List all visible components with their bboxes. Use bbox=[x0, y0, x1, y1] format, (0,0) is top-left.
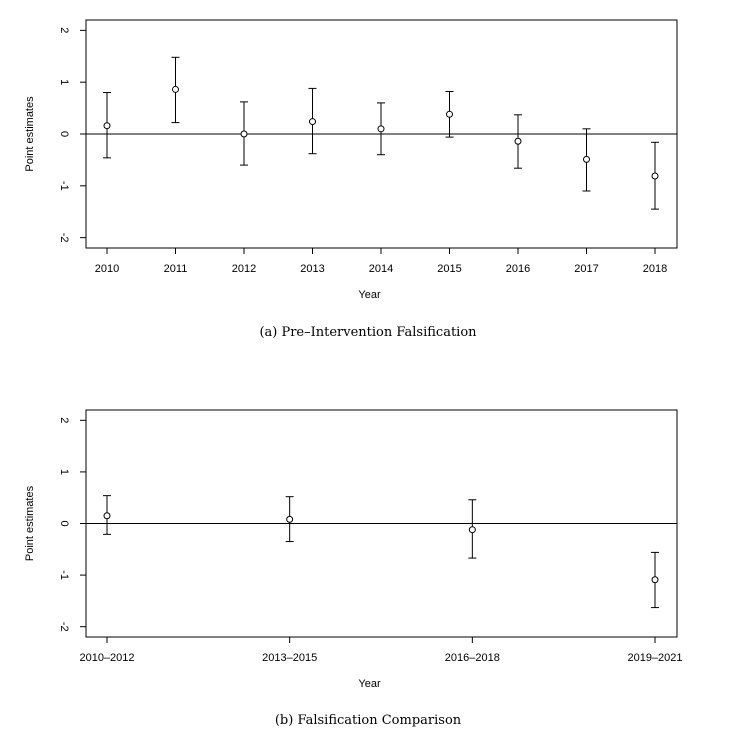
x-tick-label: 2014 bbox=[368, 263, 394, 275]
point-estimate bbox=[378, 126, 384, 132]
x-tick-label: 2013–2015 bbox=[262, 652, 318, 664]
y-axis-label: Point estimates bbox=[24, 485, 36, 562]
figure-caption: (a) Pre–Intervention Falsification bbox=[259, 325, 477, 340]
point-estimate bbox=[287, 516, 293, 522]
y-axis-label: Point estimates bbox=[24, 96, 36, 172]
y-tick-label: -1 bbox=[58, 180, 71, 191]
x-tick-label: 2010 bbox=[94, 263, 120, 275]
y-tick-label: 1 bbox=[58, 468, 71, 475]
x-tick-label: 2010–2012 bbox=[79, 652, 135, 664]
figure-caption: (b) Falsification Comparison bbox=[274, 713, 462, 728]
point-estimate bbox=[469, 527, 475, 533]
y-tick-label: 2 bbox=[58, 417, 71, 424]
x-tick-label: 2016–2018 bbox=[444, 652, 500, 664]
x-axis-label: Year bbox=[358, 678, 381, 690]
x-tick-label: 2017 bbox=[574, 263, 599, 275]
x-tick-label: 2018 bbox=[642, 263, 668, 275]
x-axis-label: Year bbox=[358, 289, 381, 301]
point-estimate bbox=[104, 123, 110, 129]
y-tick-label: -1 bbox=[58, 570, 71, 580]
chart-panel-a bbox=[24, 20, 677, 340]
y-tick-label: -2 bbox=[58, 621, 71, 632]
point-estimate bbox=[652, 577, 658, 583]
point-estimate bbox=[241, 131, 247, 137]
point-estimate bbox=[447, 111, 453, 117]
y-tick-label: 0 bbox=[58, 130, 71, 138]
x-tick-label: 2016 bbox=[505, 263, 531, 275]
point-estimate bbox=[584, 156, 590, 162]
chart-panel-b bbox=[24, 410, 683, 728]
y-tick-label: 2 bbox=[58, 27, 71, 34]
x-tick-label: 2015 bbox=[437, 263, 462, 275]
y-tick-label: 1 bbox=[58, 79, 71, 86]
point-estimate bbox=[515, 138, 521, 144]
point-estimate bbox=[652, 173, 658, 179]
x-tick-label: 2013 bbox=[300, 263, 325, 275]
point-estimate bbox=[310, 119, 316, 125]
y-tick-label: -2 bbox=[58, 232, 71, 243]
x-tick-label: 2011 bbox=[163, 263, 188, 275]
point-estimate bbox=[173, 86, 179, 92]
y-tick-label: 0 bbox=[58, 520, 71, 527]
x-tick-label: 2019–2021 bbox=[627, 652, 683, 664]
point-estimate bbox=[104, 513, 110, 519]
x-tick-label: 2012 bbox=[231, 263, 257, 275]
